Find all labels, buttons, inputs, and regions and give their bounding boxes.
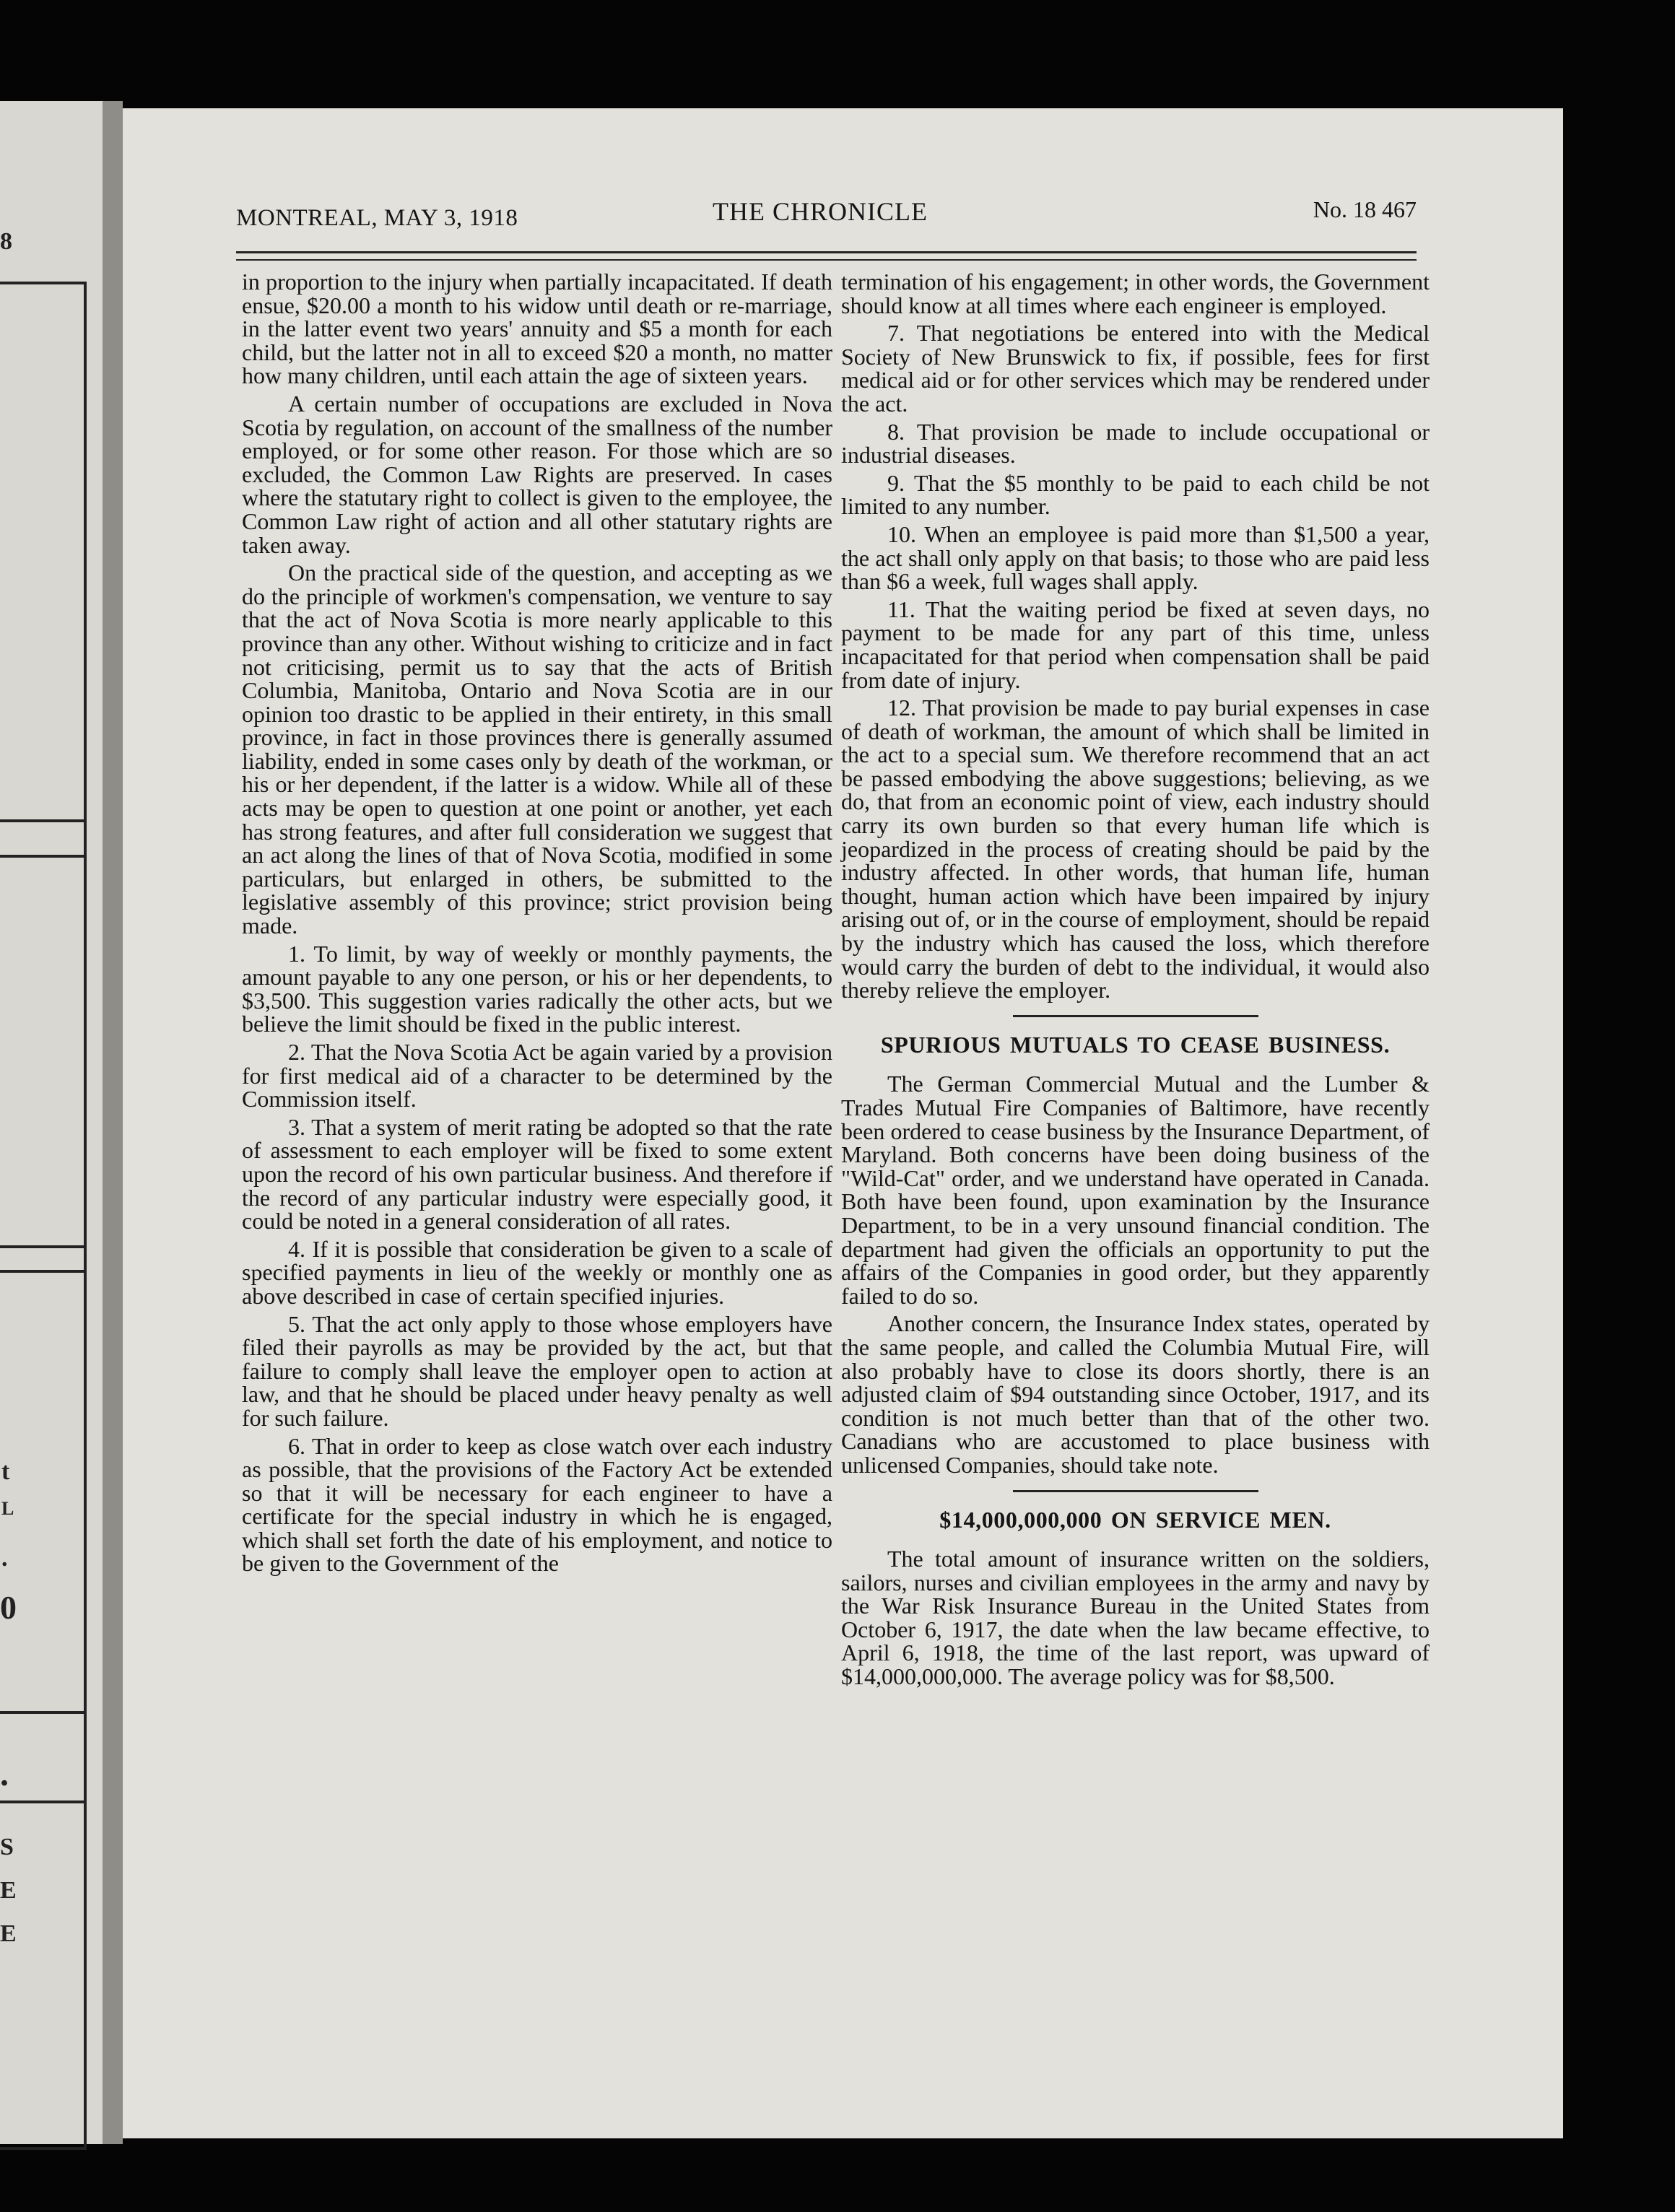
- paragraph: termination of his engagement; in other words, the Government should know at all times where each engineer is employed.: [841, 269, 1430, 318]
- prev-page-text: L: [1, 1498, 14, 1519]
- section-divider: [1013, 1015, 1258, 1017]
- paragraph: 4. If it is possible that consideration be given to a scale of specified payments in lieu of the weekly or monthly one as above described in case of certain specified injuries.: [242, 1235, 832, 1309]
- paragraph: 1. To limit, by way of weekly or monthly payments, the amount payable to any one person, or his or her dependents, to $3,500. This suggestion varies radically the other acts, but we believe the limit should be fixed in the public interest.: [242, 940, 832, 1037]
- paragraph: On the practical side of the question, and accepting as we do the principle of workmen's compensation, we venture to say that the act of Nova Scotia is more nearly applicable to this province than any other. Without wishing to criticize and in fact not criticising, permit us to say that the acts of British Columbia, Manitoba, Ontario and Nova Scotia are in our opinion too drastic to be applied in their entirety, in this small province, in fact in those provinces there is generally assumed liability, ended in some cases only by death of the workman, or his or her dependent, if the latter is a widow. While all of these acts may be open to question at one point or another, yet each has strong features, and after full consideration we suggest that an act along the lines of that of Nova Scotia, modified in some particulars, but enlarged in others, be submitted to the legislative assembly of this province; strict provision being made.: [242, 559, 832, 939]
- prev-page-text: E: [0, 1920, 17, 1947]
- prev-page-text: .: [0, 1755, 9, 1793]
- book-gutter: [103, 101, 123, 2144]
- previous-page-fragment: [0, 101, 103, 2144]
- prev-page-box: [0, 282, 87, 858]
- paragraph: The total amount of insurance written on the soldiers, sailors, nurses and civilian employees in the army and navy by the War Risk Insurance Bureau in the United States from October 6, 1917, the date when the law became effective, to April 6, 1918, the time of the last report, was upward of $14,000,000,000. The average policy was for $8,500.: [841, 1546, 1430, 1690]
- header-dateline: MONTREAL, MAY 3, 1918: [236, 205, 518, 231]
- paragraph: 8. That provision be made to include occupational or industrial diseases.: [841, 418, 1430, 469]
- paragraph: 11. That the waiting period be fixed at seven days, no payment to be made for any part of this time, unless incapacitated for that period when compensation shall be paid from date of injury.: [841, 596, 1430, 693]
- paragraph: 10. When an employee is paid more than $1,500 a year, the act shall only apply on that basis; to those who are paid less than $6 a week, full wages shall apply.: [841, 521, 1430, 595]
- paragraph: 5. That the act only apply to those whose employers have filed their payrolls as may be provided by the act, but that failure to comply shall leave the employer open to action at law, and that he should be placed under heavy penalty as well for such failure.: [242, 1310, 832, 1431]
- paragraph: 2. That the Nova Scotia Act be again varied by a provision for first medical aid of a character to be determined by the Commission itself.: [242, 1039, 832, 1112]
- paragraph: 12. That provision be made to pay burial expenses in case of death of workman, the amount of which shall be limited in the act to a special sum. We therefore recommend that an act be passed embodying the above suggestions; believing, as we do, that from an economic point of view, each industry should carry its own burden so that every human life which is jeopardized in the process of creating should be paid by the industry affected. In other words, that human life, human thought, human action which have been impaired by injury arising out of, or in the course of employment, should be repaid by the industry which has caused the loss, which therefore would carry the burden of debt to the individual, it would also thereby relieve the employer.: [841, 694, 1430, 1003]
- prev-page-text: 8: [0, 228, 12, 255]
- paragraph: 6. That in order to keep as close watch over each industry as possible, that the provisions of the Factory Act be extended so that it will be necessary for each engineer to have a certificate for the special industry in which he is engaged, which shall set forth the date of his employment, and notice to be given to the Government of the: [242, 1432, 832, 1577]
- prev-page-text: .: [1, 1545, 8, 1572]
- prev-page-box: [0, 819, 87, 1273]
- right-column: [841, 270, 1430, 1693]
- prev-page-text: E: [0, 1877, 17, 1904]
- section-divider: [1013, 1490, 1258, 1492]
- article-heading: $14,000,000,000 ON SERVICE MEN.: [939, 1506, 1331, 1533]
- paragraph: 3. That a system of merit rating be adopted so that the rate of assessment to each employer will be fixed to some extent upon the record of his own particular business. And therefore if the record of any particular industry were especially good, it could be noted in a general consideration of all rates.: [242, 1113, 832, 1235]
- header-rule: [236, 251, 1417, 261]
- article-heading: SPURIOUS MUTUALS TO CEASE BUSINESS.: [880, 1031, 1391, 1058]
- prev-page-text: t: [1, 1458, 10, 1485]
- paragraph: The German Commercial Mutual and the Lumber & Trades Mutual Fire Companies of Baltimore, have recently been ordered to cease business by the Insurance Department, of Maryland. Both concerns have been doing business of the "Wild-Cat" order, and we understand have operated in Canada. Both have been found, upon examination by the Insurance Department, to be in a very unsound financial condition. The department had given the officials an opportunity to put the affairs of the Companies in good order, but they apparently failed to do so.: [841, 1071, 1430, 1309]
- prev-page-text: S: [0, 1834, 14, 1860]
- header-issue-page-number: No. 18 467: [1313, 196, 1417, 222]
- paragraph: Another concern, the Insurance Index states, operated by the same people, and called the Columbia Mutual Fire, will also probably have to close its doors shortly, there is an adjusted claim of $94 outstanding since October, 1917, and its condition is not much better than that of the other two. Canadians who are accustomed to place business with unlicensed Companies, should take note.: [841, 1310, 1430, 1478]
- paragraph: in proportion to the injury when partially incapacitated. If death ensue, $20.00 a month to his widow until death or re-marriage, in the latter event two years' annuity and $5 a month for each child, but the latter not in all to exceed $20 a month, no matter how many children, until each attain the age of sixteen years.: [242, 269, 832, 389]
- paragraph: 7. That negotiations be entered into with the Medical Society of New Brunswick to fix, if possible, fees for first medical aid or for other services which may be rendered under the act.: [841, 320, 1430, 417]
- paragraph: 9. That the $5 monthly to be paid to each child be not limited to any number.: [841, 469, 1430, 520]
- page-header: [236, 196, 1417, 240]
- paragraph: A certain number of occupations are excluded in Nova Scotia by regulation, on account of the smallness of the number employed, or for some other reason. For those which are so excluded, the Common Law Rights are preserved. In cases where the statutary right to collect is given to the employee, the Common Law right of action and all other statutary rights are taken away.: [242, 390, 832, 558]
- left-column: [242, 270, 832, 1580]
- header-publication-title: THE CHRONICLE: [713, 197, 928, 226]
- prev-page-text: 0: [0, 1589, 17, 1626]
